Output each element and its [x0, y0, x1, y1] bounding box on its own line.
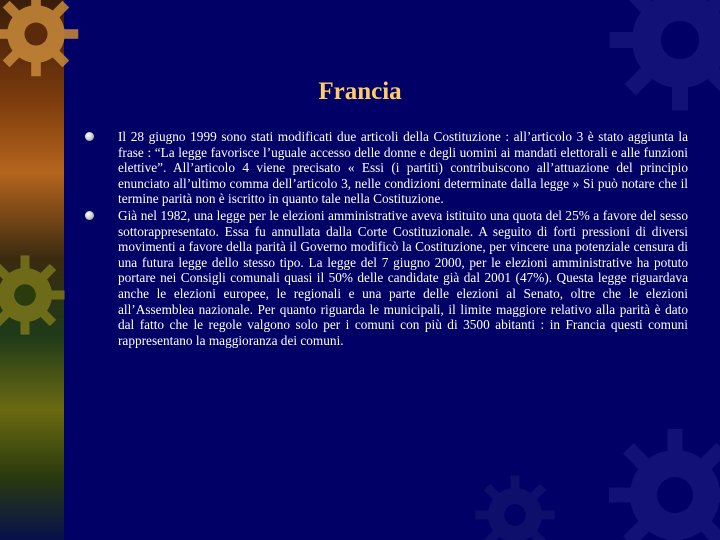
list-item — [84, 129, 688, 207]
bullet-text: Il 28 giugno 1999 sono stati modificati due articoli della Costituzione : all’articolo 3 è stato aggiunta la frase : “La legge favorisce l’uguale accesso delle donne e degli uomini ai mandati elettorali e alle funzioni elettive”. All’articolo 4 viene precisato « Essi (i partiti) contribuiscono all’attuazione del principio enunciato all’ultimo comma dell’articolo 3, nelle condizioni determinate dalla legge » Si può notare che il termine parità non è iscritto in quanto tale nella Costituzione. — [118, 129, 688, 207]
gear-icon — [0, 0, 84, 82]
bullet-icon — [85, 211, 94, 220]
gear-icon — [600, 420, 720, 540]
list-item — [84, 208, 688, 348]
bullet-list — [84, 129, 688, 349]
gear-icon — [470, 470, 560, 540]
gear-icon — [0, 250, 70, 340]
slide-title: Francia — [318, 78, 402, 105]
bullet-text: Già nel 1982, una legge per le elezioni amministrative aveva istituito una quota del 25% a favore del sesso sottorappresentato. Essa fu annullata dalla Corte Costituzionale. A seguito di forti pressioni di diversi movimenti a favore della parità il Governo modificò la Costituzione, per vincere una potenziale censura di una futura legge dello stesso tipo. La legge del 7 giugno 2000, per le elezioni amministrative ha potuto portare nei Consigli comunali quasi il 50% delle candidate già dal 2001 (47%). Questa legge riguardava anche le elezioni europee, le regionali e una parte delle elezioni al Senato, oltre che le elezioni all’Assemblea nazionale. Per quanto riguarda le municipali, il limite maggiore relativo alla parità è dato dal fatto che le regole valgono solo per i comuni con più di 3500 abitanti : in Francia questi comuni rappresentano la maggioranza dei comuni. — [118, 207, 688, 348]
bullet-icon — [85, 132, 94, 141]
